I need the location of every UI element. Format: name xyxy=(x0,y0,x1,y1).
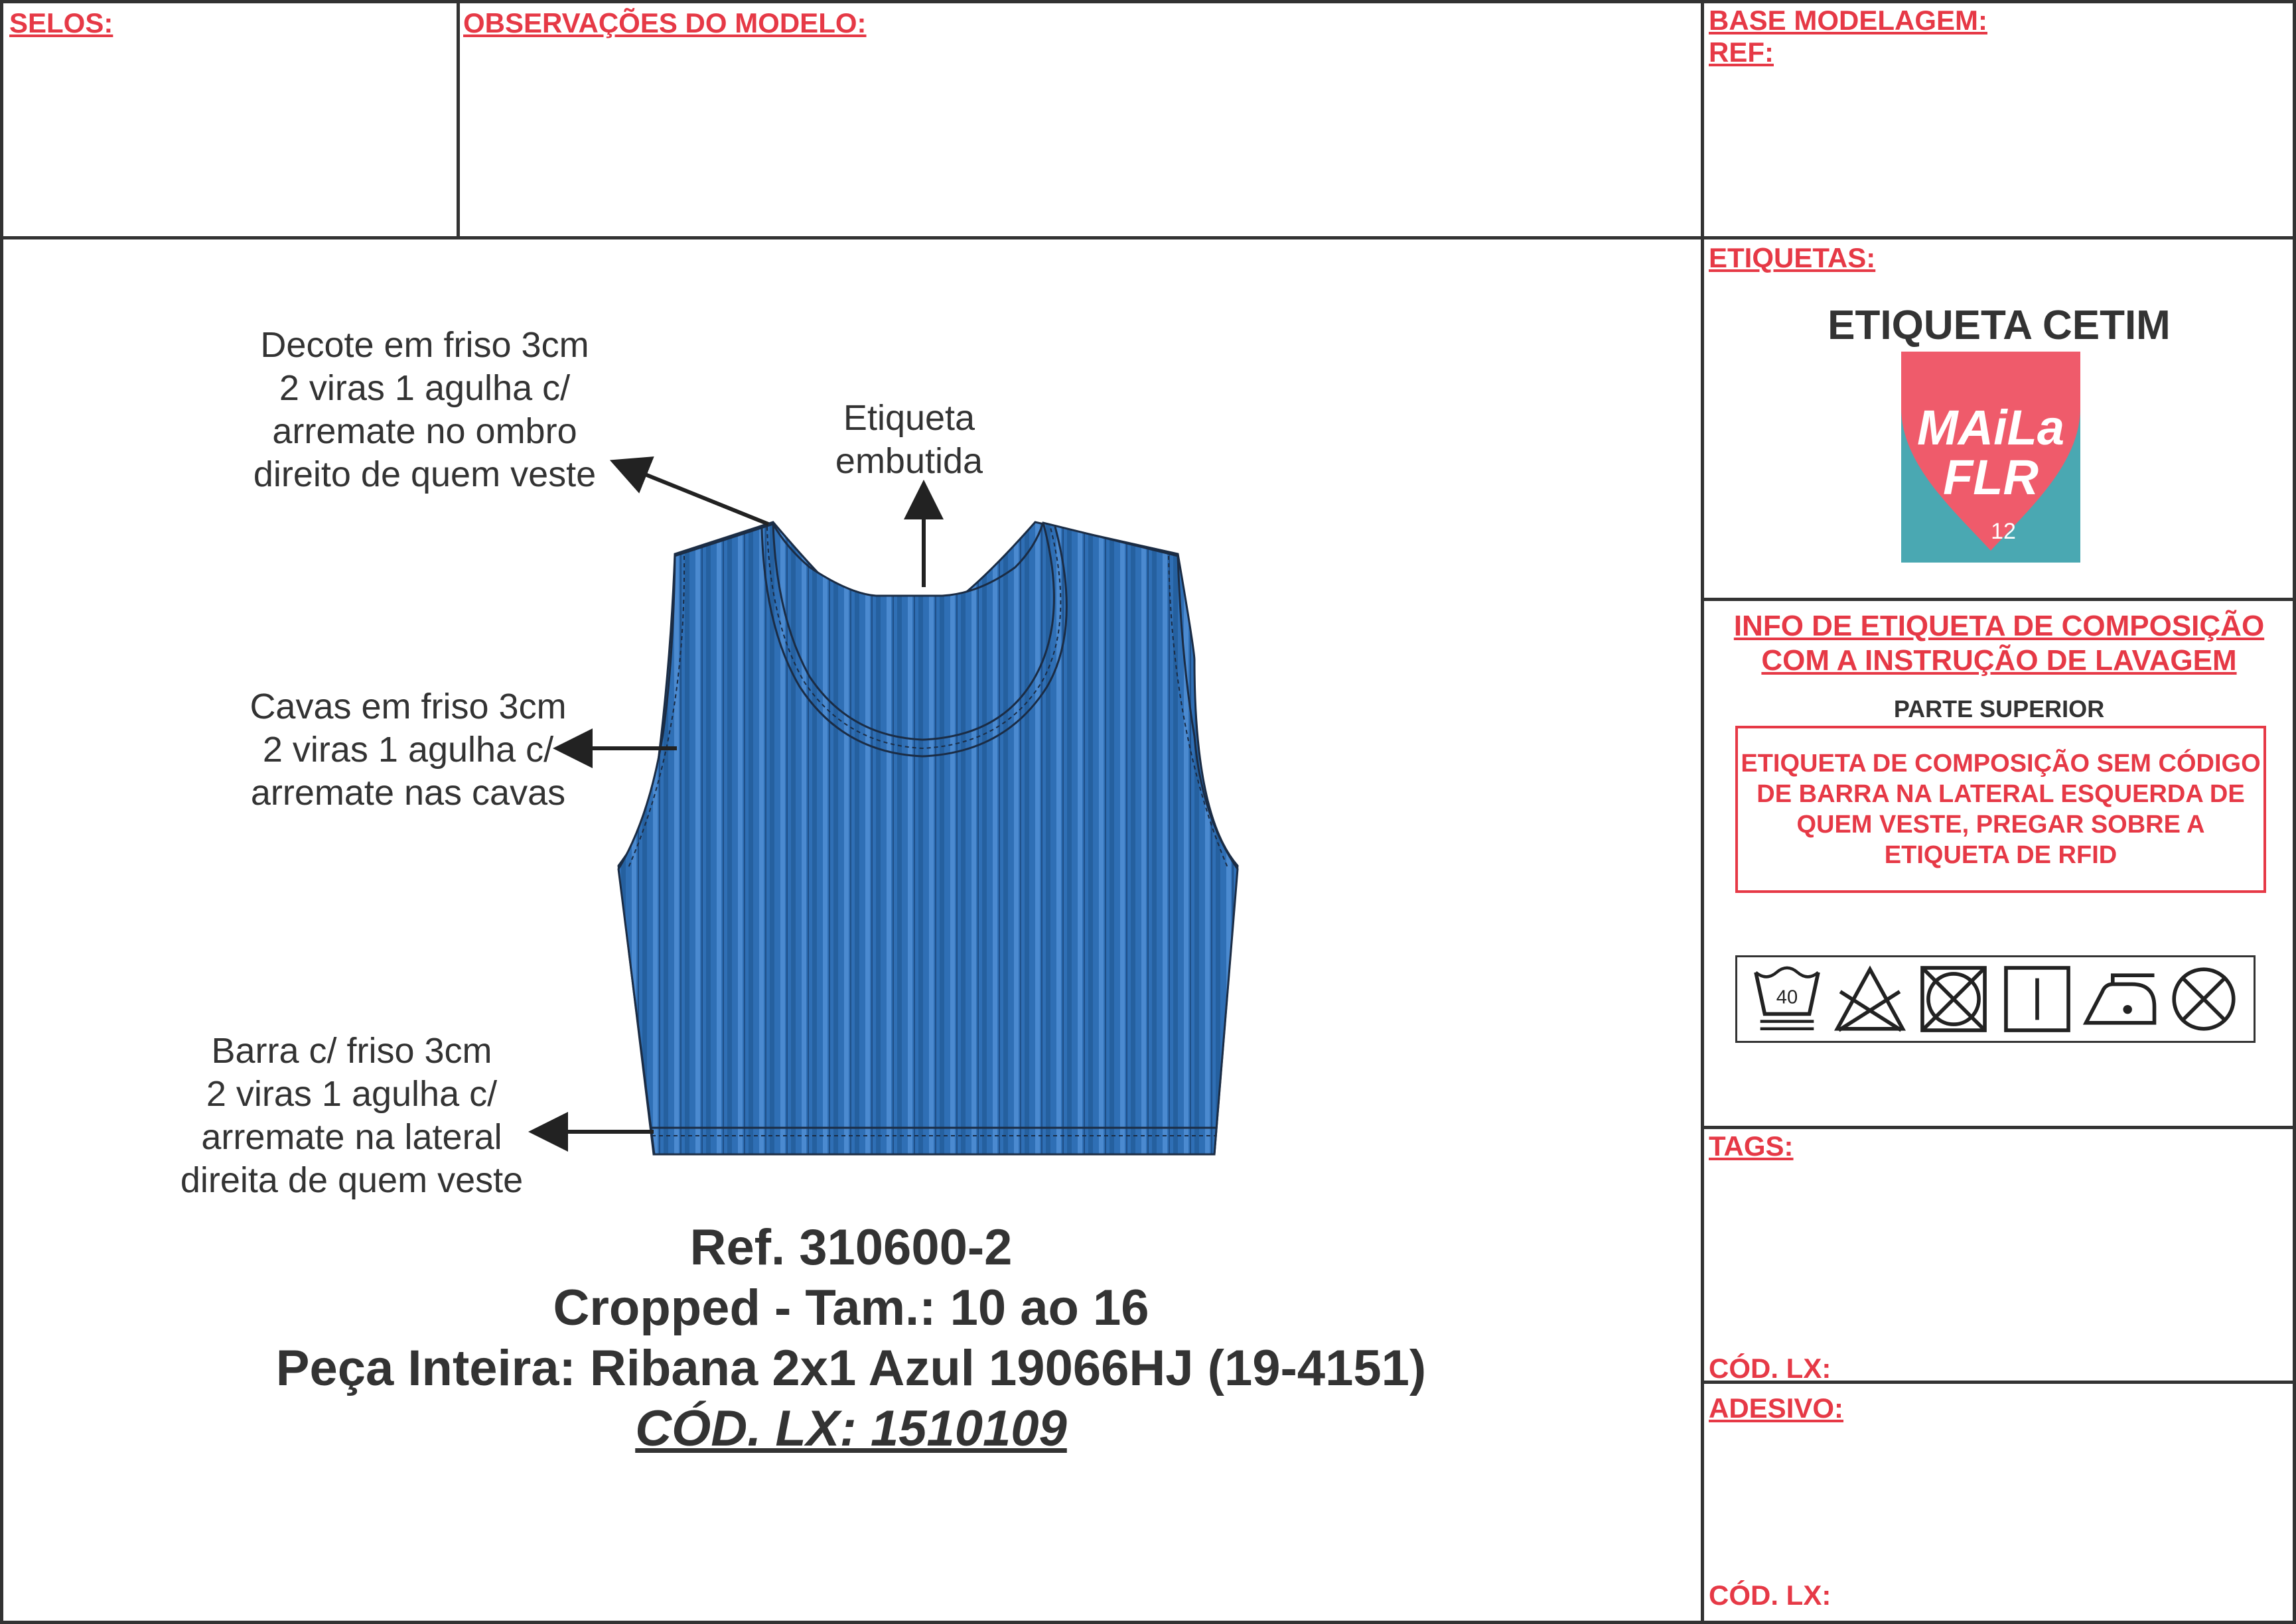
callout-cavas-line1: Cavas em friso 3cm xyxy=(250,687,567,726)
callout-barra-line4: direita de quem veste xyxy=(180,1160,524,1200)
wash-temp: 40 xyxy=(1776,986,1798,1008)
adesivo-label: ADESIVO: xyxy=(1709,1392,1844,1424)
callout-cavas-line3: arremate nas cavas xyxy=(250,773,566,813)
arrow-decote xyxy=(617,463,768,524)
tags-cod-lx: CÓD. LX: xyxy=(1709,1353,1831,1384)
observacoes-label: OBSERVAÇÕES DO MODELO: xyxy=(463,7,867,38)
composicao-title-line2: COM A INSTRUÇÃO DE LAVAGEM xyxy=(1761,644,2237,677)
ref-label: REF: xyxy=(1709,36,1774,68)
etiqueta-cetim-title: ETIQUETA CETIM xyxy=(1828,303,2171,348)
logo-line1: MAiLa xyxy=(1917,400,2064,455)
adesivo-cod-lx: CÓD. LX: xyxy=(1709,1580,1831,1611)
callout-decote xyxy=(236,324,614,496)
tags-label: TAGS: xyxy=(1709,1130,1794,1162)
composicao-title-line1: INFO DE ETIQUETA DE COMPOSIÇÃO xyxy=(1733,610,2265,642)
callout-decote-line3: arremate no ombro xyxy=(272,411,577,451)
selos-label: SELOS: xyxy=(9,7,113,38)
logo-size: 12 xyxy=(1991,519,2016,544)
product-material: Peça Inteira: Ribana 2x1 Azul 19066HJ (19-4151) xyxy=(275,1340,1427,1396)
callout-cavas xyxy=(229,685,587,815)
etiquetas-label: ETIQUETAS: xyxy=(1709,242,1876,273)
logo-line2: FLR xyxy=(1943,450,2039,505)
callout-barra xyxy=(163,1030,541,1202)
product-name: Cropped - Tam.: 10 ao 16 xyxy=(553,1280,1149,1336)
callout-decote-line2: 2 viras 1 agulha c/ xyxy=(279,368,571,408)
callout-barra-line2: 2 viras 1 agulha c/ xyxy=(206,1074,498,1114)
callout-etiqueta-line2: embutida xyxy=(835,441,983,481)
callout-cavas-line2: 2 viras 1 agulha c/ xyxy=(262,730,554,770)
product-cod-lx: CÓD. LX: 1510109 xyxy=(635,1400,1067,1457)
base-modelagem-label: BASE MODELAGEM: xyxy=(1709,5,1987,36)
callout-decote-line1: Decote em friso 3cm xyxy=(260,325,589,365)
product-info xyxy=(0,1217,1702,1459)
callout-barra-line1: Barra c/ friso 3cm xyxy=(211,1031,492,1071)
composicao-instruction-text: ETIQUETA DE COMPOSIÇÃO SEM CÓDIGO DE BARRA NA LATERAL ESQUERDA DE QUEM VESTE, PREGAR SOBRE A ETIQUETA DE RFID xyxy=(1741,750,2261,869)
parte-superior-label: PARTE SUPERIOR xyxy=(1893,695,2105,722)
callout-decote-line4: direito de quem veste xyxy=(253,454,597,494)
callout-etiqueta xyxy=(810,397,1009,483)
callout-etiqueta-line1: Etiqueta xyxy=(843,398,975,438)
product-ref: Ref. 310600-2 xyxy=(689,1219,1013,1276)
callout-barra-line3: arremate na lateral xyxy=(201,1117,502,1157)
